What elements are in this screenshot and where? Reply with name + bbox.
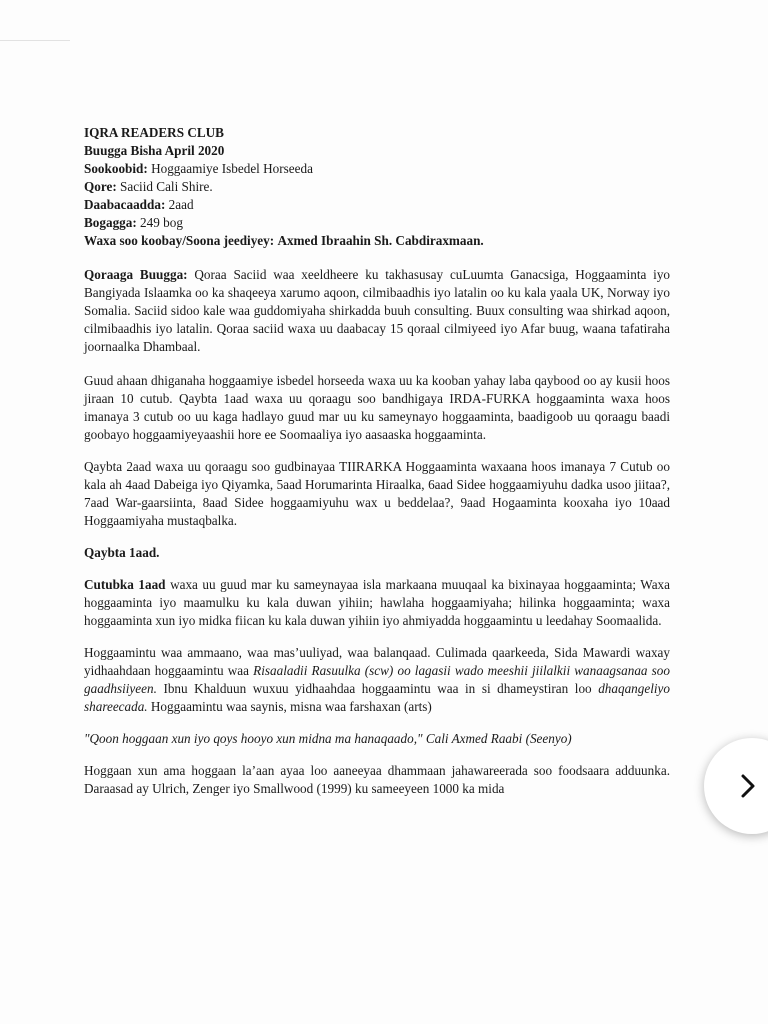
proverb-quote: "Qoon hoggaan xun iyo qoys hooyo xun midna ma hanaqaado," Cali Axmed Raabi (Seenyo) — [84, 731, 572, 746]
book-of-month: Buugga Bisha April 2020 — [84, 143, 225, 158]
closing-paragraph: Hoggaan xun ama hoggaan la’aan ayaa loo aaneeyaa dhammaan jahawareerada soo foodsaara adduunka. Daraasad ay Ulrich, Zenger iyo Smallwood (1999) ku sameeyeen 1000 ka mida — [84, 763, 670, 796]
author-section: Qoraaga Buugga: Qoraa Saciid waa xeeldheere ku takhasusay cuLuumta Ganacsiga, Hoggaaminta iyo Bangiyada Islaamka oo ka shaqeeya xarumo aqoon, cilmibaadhis iyo latalin oo ku kala yaala UK, Norway iyo Somalia. Saciid sidoo kale waa guddomiyaha shirkadda buuh consulting. Buux consulting waa shirkad aqoon, cilmibaadhis iyo latalin. Qoraa saciid waxa uu daabacay 15 qoraal cilmiyeed iyo Afar buug, waana tafatiraha joornaalka Dhambaal. — [84, 267, 671, 354]
pages-line: Bogagga: 249 bog — [84, 215, 183, 230]
divider — [0, 40, 70, 41]
chevron-right-icon — [740, 773, 756, 799]
chapter1-paragraph: Cutubka 1aad waxa uu guud mar ku sameynayaa isla markaana muuqaal ka bixinayaa hoggaaminta; Waxa hoggaaminta iyo maamulku ku kala duwan yihiin; hawlaha hoggaamiyaha; hilinka hoggaaminta; waxa hoggaaminta xun iyo midka fiican ku kala duwan yihiin iyo ahmiyadda hoggaamintu u leedahay Soomaalida. — [84, 577, 670, 628]
part1-heading: Qaybta 1aad. — [84, 545, 160, 560]
author-line: Qore: Saciid Cali Shire. — [84, 179, 213, 194]
overview-paragraph: Guud ahaan dhiganaha hoggaamiye isbedel horseeda waxa uu ka kooban yahay laba qaybood oo ay kusii hoos jiraan 10 cutub. Qaybta 1aad waxa uu qoraagu soo bandhigaya IRDA-FURKA hoggaaminta waxa hoos imanaya 3 cutub oo uu kaga hadlayo guud mar uu ku sameynayo hoggaaminta, baadigoob uu qoraagu baadi goobayo hoggaamiyeyaashii hore ee Soomaaliya iyo aasaaska hoggaaminta. — [84, 373, 670, 442]
club-name: IQRA READERS CLUB — [84, 125, 224, 140]
book-title-line: Sookoobid: Hoggaamiye Isbedel Horseeda — [84, 161, 313, 176]
presenter-line: Waxa soo koobay/Soona jeediyey: Axmed Ibraahin Sh. Cabdiraxmaan. — [84, 233, 484, 248]
edition-line: Daabacaadda: 2aad — [84, 197, 194, 212]
document-body — [84, 124, 670, 798]
next-page-button[interactable] — [704, 738, 768, 834]
part2-paragraph: Qaybta 2aad waxa uu qoraagu soo gudbinayaa TIIRARKA Hoggaaminta waxaana hoos imanaya 7 Cutub oo kala ah 4aad Dabeiga iyo Qiyamka, 5aad Horumarinta Hiraalka, 6aad Sidee hoggaamiyuhu dadka usoo jiitaa?, 7aad War-gaarsiinta, 8aad Sidee hoggaamiyuhu wax u beddelaa?, 9aad Hogaaminta kooxaha iyo 10aad Hoggaamiyaha mustaqbalka. — [84, 459, 670, 528]
definition-paragraph: Hoggaamintu waa ammaano, waa mas’uuliyad, waa balanqaad. Culimada qaarkeeda, Sida Mawardi waxay yidhaahdaan hoggaamintu waa Risaaladii Rasuulka (scw) oo lagasii wado meeshii jiilalkii wanaagsanaa soo gaadhsiiyeen. Ibnu Khalduun wuxuu yidhaahdaa hoggaamintu waa in si dhameystiran loo dhaqangeliyo shareecada. Hoggaamintu waa saynis, misna waa farshaxan (arts) — [84, 645, 670, 714]
